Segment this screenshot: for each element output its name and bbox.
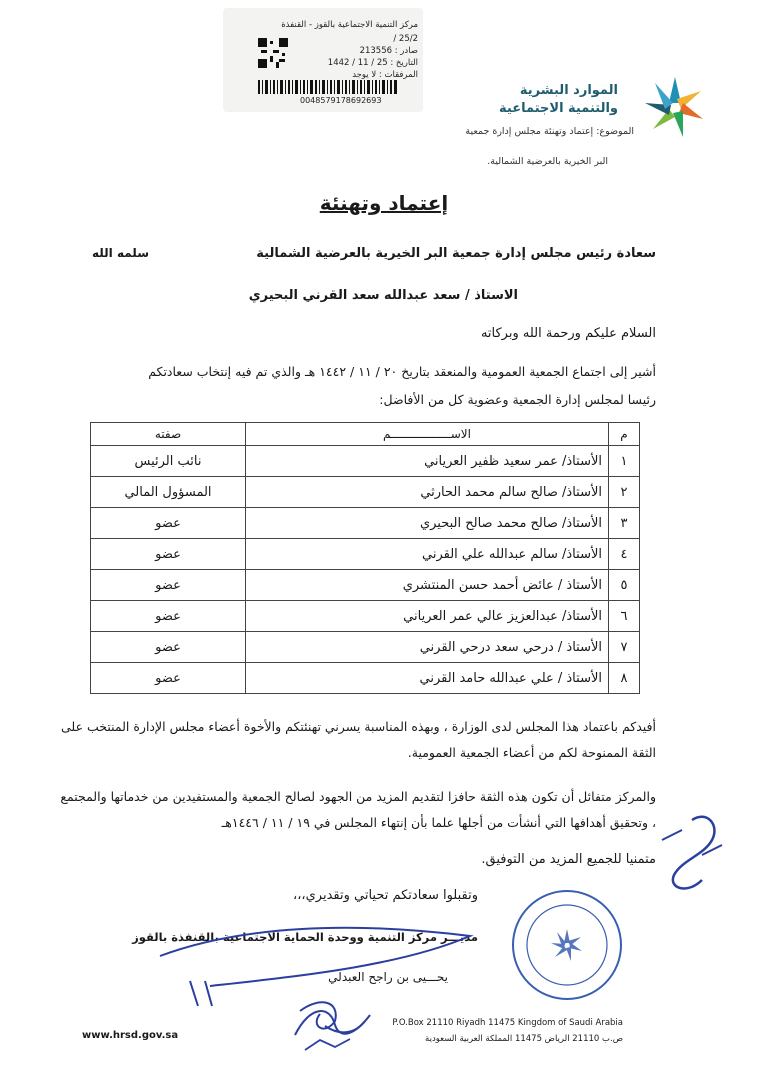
row-role: عضو: [91, 539, 246, 570]
table-row: [91, 632, 640, 663]
table-row: [91, 477, 640, 508]
official-stamp-icon: [510, 888, 625, 1003]
table-row: [91, 601, 640, 632]
row-role: المسؤول المالي: [91, 477, 246, 508]
row-name: الأستاذ/ سالم عبدالله علي القرني: [246, 539, 609, 570]
intro-line1: أشير إلى اجتماع الجمعية العمومية والمنعقد بتاريخ ٢٠ / ١١ / ١٤٤٢ هـ والذي تم فيه إنتخاب سعادتكم: [148, 364, 656, 379]
page-title: إعتماد وتهنئة: [319, 191, 449, 215]
row-name: الأستاذ/ صالح محمد صالح البحيري: [246, 508, 609, 539]
header-num: م: [609, 423, 640, 446]
table-row: [91, 570, 640, 601]
signer-title: مديـــر مركز التنمية ووحدة الحماية الاجتماعية بالقنفذة بالقوز: [132, 930, 478, 944]
date-scribble-icon: [290, 995, 380, 1055]
row-num: ٥: [609, 570, 640, 601]
sticker-date: التاريخ : 25 / 11 / 1442: [327, 58, 418, 68]
row-num: ٢: [609, 477, 640, 508]
qr-code-icon: [258, 38, 288, 68]
row-num: ٤: [609, 539, 640, 570]
table-header-row: [91, 423, 640, 446]
header-name: الاســـــــــــــــــم: [246, 423, 609, 446]
subject-line1: الموضوع: إعتماد وتهنئة مجلس إدارة جمعية: [465, 126, 634, 137]
row-name: الأستاذ/ صالح سالم محمد الحارثي: [246, 477, 609, 508]
closing-line: وتقبلوا سعادتكم تحياتي وتقديري،،،: [293, 888, 478, 903]
row-num: ٦: [609, 601, 640, 632]
table-row: [91, 446, 640, 477]
row-num: ٨: [609, 663, 640, 694]
row-role: عضو: [91, 570, 246, 601]
sticker-ref: / 25/2: [393, 34, 418, 44]
row-name: الأستاذ/ عبدالعزيز عالي عمر العرياني: [246, 601, 609, 632]
row-name: الأستاذ / درحي سعد درحي القرني: [246, 632, 609, 663]
row-num: ١: [609, 446, 640, 477]
body-paragraph-1: أفيدكم باعتماد هذا المجلس لدى الوزارة ، وبهذه المناسبة يسرني تهنئتكم والأخوة أعضاء مجلس الإدارة المنتخب على الثقة الممنوحة لكم من أعضاء الجمعية العمومية.: [61, 719, 656, 760]
logo-line1: الموارد البشرية: [519, 83, 618, 98]
row-role: عضو: [91, 663, 246, 694]
row-role: عضو: [91, 508, 246, 539]
logo-text: [499, 82, 618, 118]
initials-signature-icon: [632, 800, 732, 910]
addressee-name: الاستاذ / سعد عبدالله سعد القرني البحيري: [248, 288, 518, 303]
header-role: صفته: [91, 423, 246, 446]
row-role: عضو: [91, 632, 246, 663]
table-row: [91, 663, 640, 694]
row-role: عضو: [91, 601, 246, 632]
barcode-number: 004857917869269З: [300, 96, 382, 105]
row-role: نائب الرئيس: [91, 446, 246, 477]
row-name: الأستاذ/ عمر سعيد ظفير العرياني: [246, 446, 609, 477]
subject-line2: البر الخيرية بالعرضية الشمالية.: [487, 156, 608, 167]
logo-line2: والتنمية الاجتماعية: [499, 101, 618, 116]
address-english: P.O.Box 21110 Riyadh 11475 Kingdom of Saudi Arabia: [392, 1018, 623, 1028]
intro-line2: رئيسا لمجلس إدارة الجمعية وعضوية كل من الأفاضل:: [379, 392, 656, 407]
row-num: ٧: [609, 632, 640, 663]
row-name: الأستاذ / علي عبدالله حامد القرني: [246, 663, 609, 694]
signer-name: يحـــيى بن راجح العبدلي: [328, 970, 448, 984]
salutation-left: سلمه الله: [92, 246, 149, 260]
body-paragraph-2: والمركز متفائل أن تكون هذه الثقة حافزا لتقديم المزيد من الجهود لصالح الجمعية والمستفيدين من خدماتها والمجتمع ، وتحقيق أهدافها التي أنشأت من أجلها علما بأن إنتهاء المجلس في ١٩ / ١١ / ١٤٤٦هـ: [60, 789, 656, 830]
barcode-icon: [258, 80, 398, 94]
row-num: ٣: [609, 508, 640, 539]
greeting: السلام عليكم ورحمة الله وبركاته: [480, 326, 656, 341]
row-name: الأستاذ / عائض أحمد حسن المنتشري: [246, 570, 609, 601]
wish-line: متمنيا للجميع المزيد من التوفيق.: [481, 852, 656, 867]
address-arabic: ص.ب 21110 الرياض 11475 المملكة العربية السعودية: [425, 1034, 623, 1044]
addressee-line: سعادة رئيس مجلس إدارة جمعية البر الخيرية بالعرضية الشمالية: [256, 246, 656, 261]
members-table: [90, 422, 640, 694]
website-url: www.hrsd.gov.sa: [82, 1030, 179, 1041]
sticker-issue-no: صادر : 213556: [359, 46, 418, 56]
table-row: [91, 508, 640, 539]
table-row: [91, 539, 640, 570]
sticker-attachments: المرفقات : لا يوجد: [352, 70, 418, 80]
sticker-center-name: مركز التنمية الاجتماعية بالقوز - القنفذة: [281, 20, 418, 30]
